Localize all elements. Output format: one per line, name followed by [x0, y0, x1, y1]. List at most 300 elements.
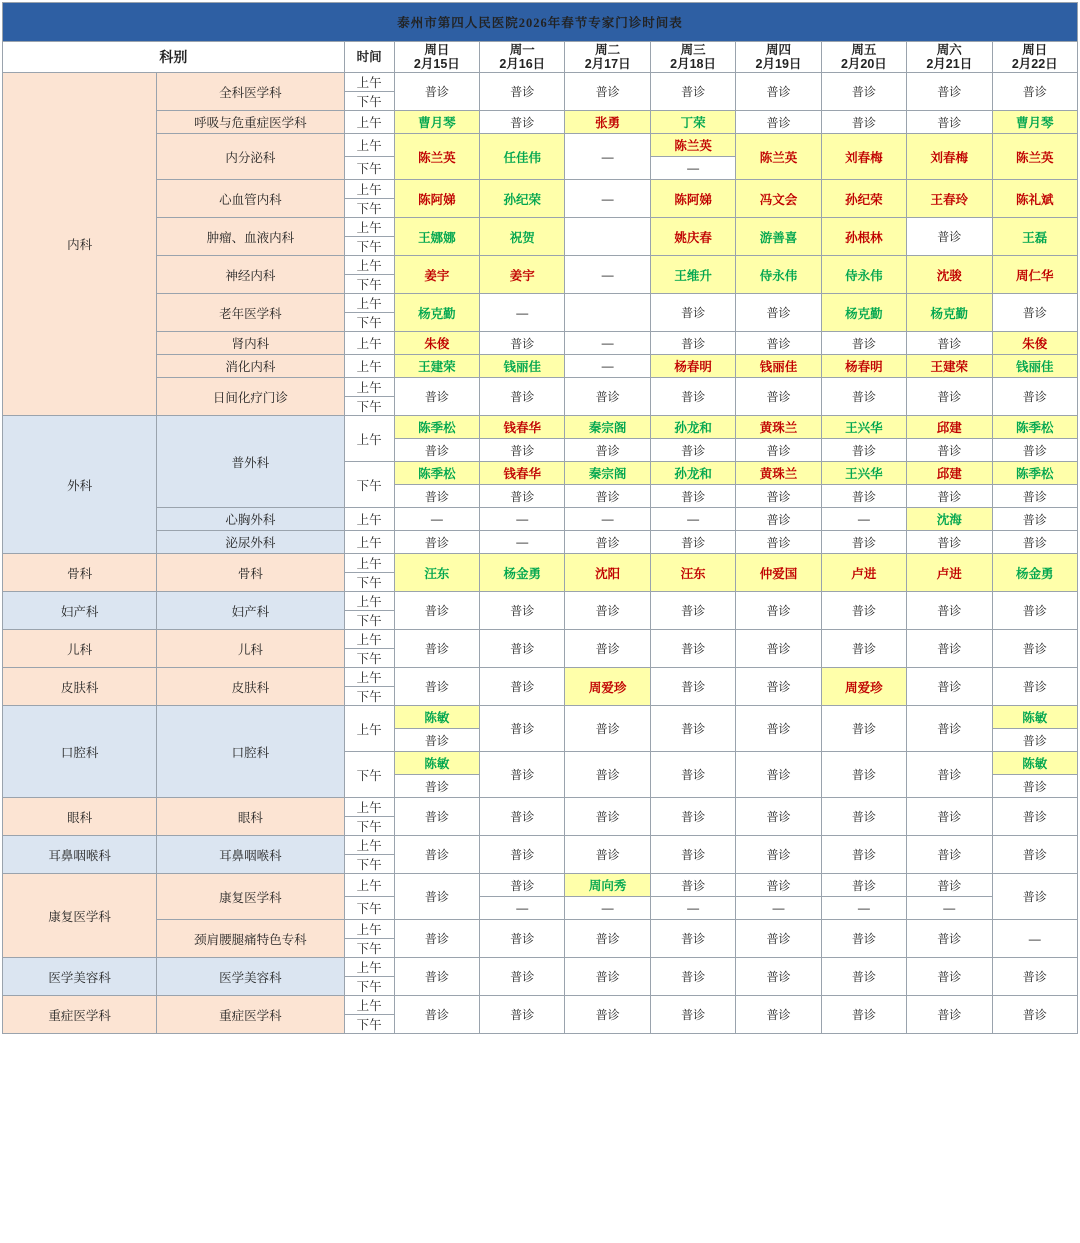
- clinic-cell-text: —: [516, 535, 529, 549]
- clinic-cell-text: —: [1028, 931, 1041, 946]
- clinic-cell-text: 普诊: [681, 336, 706, 351]
- clinic-cell-text: 普诊: [851, 1008, 876, 1022]
- doctor-name: 朱俊: [1022, 337, 1048, 351]
- doctor-name: 孙纪荣: [845, 192, 883, 207]
- clinic-cell-text: 普诊: [595, 970, 620, 984]
- time-slot-pm: 下午: [344, 397, 394, 416]
- schedule-cell: [821, 874, 906, 897]
- doctor-name: 沈阳: [595, 566, 621, 581]
- sub-department-name: 心血管内科: [157, 180, 345, 218]
- schedule-cell: [650, 958, 735, 996]
- schedule-cell: [394, 416, 479, 439]
- clinic-cell-text: 普诊: [937, 680, 962, 694]
- department-name: 儿科: [3, 630, 157, 668]
- time-slot-am: 上午: [344, 416, 394, 462]
- schedule-cell: [565, 874, 650, 897]
- schedule-cell: [736, 378, 821, 416]
- doctor-name: 陈阿娣: [418, 192, 456, 207]
- schedule-cell: [565, 462, 650, 485]
- time-slot-pm: 下午: [344, 611, 394, 630]
- schedule-cell: [650, 920, 735, 958]
- schedule-cell: [650, 355, 735, 378]
- table-row: [3, 111, 1078, 134]
- doctor-name: 张勇: [595, 116, 621, 130]
- schedule-cell: [394, 218, 479, 256]
- schedule-cell: [480, 630, 565, 668]
- doctor-name: 秦宗阁: [588, 421, 627, 435]
- clinic-cell-text: 普诊: [681, 932, 706, 946]
- schedule-cell: [394, 508, 479, 531]
- clinic-cell-text: 普诊: [766, 443, 791, 458]
- schedule-cell: [394, 874, 479, 920]
- schedule-cell: [821, 897, 906, 920]
- schedule-cell: [394, 920, 479, 958]
- clinic-cell-text: 普诊: [1022, 535, 1047, 550]
- schedule-cell: [565, 958, 650, 996]
- schedule-cell: [480, 531, 565, 554]
- clinic-cell-text: 普诊: [510, 489, 535, 504]
- clinic-cell-text: 普诊: [766, 512, 791, 527]
- clinic-cell-text: 普诊: [510, 970, 535, 984]
- table-row: [3, 134, 1078, 157]
- time-slot-pm: 下午: [344, 275, 394, 294]
- sub-department-name: 儿科: [157, 630, 345, 668]
- clinic-cell-text: 普诊: [681, 1008, 706, 1022]
- clinic-cell-text: 普诊: [595, 642, 620, 656]
- clinic-cell-text: 普诊: [424, 680, 449, 694]
- schedule-cell: [480, 416, 565, 439]
- sub-department-name: 皮肤科: [157, 668, 345, 706]
- doctor-name: 陈季松: [1015, 421, 1054, 435]
- clinic-cell-text: 普诊: [851, 336, 876, 351]
- table-row: [3, 996, 1078, 1015]
- schedule-cell: [480, 996, 565, 1034]
- doctor-name: 陈阿娣: [674, 192, 712, 207]
- header-day-4: 周三 2月18日: [650, 42, 735, 73]
- schedule-cell: [394, 729, 479, 752]
- doctor-name: 陈兰英: [759, 150, 798, 165]
- schedule-cell: [650, 111, 735, 134]
- schedule-table: [2, 2, 1078, 1034]
- time-slot-am: 上午: [344, 332, 394, 355]
- header-day-2: 周一 2月16日: [480, 42, 565, 73]
- schedule-cell: [907, 180, 992, 218]
- table-row: [3, 180, 1078, 199]
- department-name: 重症医学科: [3, 996, 157, 1034]
- schedule-cell: [736, 462, 821, 485]
- clinic-cell-text: —: [430, 512, 443, 526]
- time-slot-pm: 下午: [344, 817, 394, 836]
- schedule-cell: [821, 111, 906, 134]
- clinic-cell-text: 普诊: [851, 604, 876, 618]
- schedule-cell: [821, 752, 906, 798]
- doctor-name: 曹月琴: [1015, 116, 1054, 130]
- schedule-cell: [907, 134, 992, 180]
- clinic-cell-text: 普诊: [510, 810, 535, 824]
- time-slot-pm: 下午: [344, 573, 394, 592]
- schedule-cell: [992, 668, 1078, 706]
- schedule-cell: [907, 592, 992, 630]
- doctor-name: 钱春华: [503, 467, 542, 481]
- clinic-cell-text: 普诊: [851, 810, 876, 824]
- schedule-cell: [480, 73, 565, 111]
- clinic-cell-text: 普诊: [766, 680, 791, 694]
- clinic-cell-text: —: [601, 267, 614, 282]
- doctor-name: 杨金勇: [1015, 566, 1054, 581]
- clinic-cell-text: 普诊: [510, 768, 535, 782]
- schedule-cell: [565, 416, 650, 439]
- clinic-cell-text: 普诊: [1022, 390, 1047, 404]
- schedule-cell: [907, 996, 992, 1034]
- schedule-cell: [907, 355, 992, 378]
- clinic-cell-text: —: [601, 191, 614, 206]
- table-row: [3, 668, 1078, 687]
- doctor-name: 汪东: [680, 566, 706, 581]
- schedule-cell: [821, 332, 906, 355]
- schedule-cell: [394, 996, 479, 1034]
- doctor-name: 杨春明: [845, 360, 883, 374]
- schedule-cell: [907, 752, 992, 798]
- clinic-cell-text: 普诊: [510, 443, 535, 458]
- schedule-cell: [394, 462, 479, 485]
- schedule-cell: [736, 355, 821, 378]
- clinic-cell-text: 普诊: [937, 489, 962, 504]
- schedule-cell: [736, 531, 821, 554]
- table-row: [3, 508, 1078, 531]
- schedule-cell: [992, 729, 1078, 752]
- time-slot-am: 上午: [344, 508, 394, 531]
- schedule-cell: [650, 798, 735, 836]
- schedule-cell: [480, 218, 565, 256]
- table-row: [3, 554, 1078, 573]
- doctor-name: 王春玲: [930, 192, 969, 207]
- schedule-cell: [736, 668, 821, 706]
- schedule-cell: [394, 485, 479, 508]
- schedule-cell: [992, 958, 1078, 996]
- schedule-cell: [736, 996, 821, 1034]
- doctor-name: 周仁华: [1015, 268, 1054, 283]
- clinic-cell-text: 普诊: [510, 680, 535, 694]
- doctor-name: 邱建: [936, 421, 962, 435]
- schedule-cell: [907, 256, 992, 294]
- clinic-cell-text: 普诊: [1022, 512, 1047, 527]
- sub-department-name: 心胸外科: [157, 508, 345, 531]
- table-row: [3, 332, 1078, 355]
- schedule-cell: [992, 920, 1078, 958]
- doctor-name: 杨克勤: [418, 306, 456, 321]
- clinic-cell-text: 普诊: [851, 115, 876, 130]
- schedule-cell: [565, 73, 650, 111]
- doctor-name: 卢进: [936, 566, 962, 581]
- clinic-cell-text: 普诊: [681, 848, 706, 862]
- schedule-cell: [821, 958, 906, 996]
- header-row: [3, 42, 1078, 73]
- doctor-name: 钱春华: [503, 421, 542, 435]
- schedule-cell: [480, 508, 565, 531]
- clinic-cell-text: 普诊: [1022, 443, 1047, 458]
- clinic-cell-text: 普诊: [681, 535, 706, 550]
- doctor-name: 钱丽佳: [1015, 360, 1054, 374]
- schedule-cell: [821, 134, 906, 180]
- clinic-cell-text: 普诊: [681, 642, 706, 656]
- sub-department-name: 神经内科: [157, 256, 345, 294]
- schedule-cell: [565, 592, 650, 630]
- sub-department-name: 肿瘤、血液内科: [157, 218, 345, 256]
- schedule-cell: [565, 111, 650, 134]
- schedule-cell: [565, 630, 650, 668]
- doctor-name: 钱丽佳: [759, 360, 798, 374]
- doctor-name: 陈礼斌: [1015, 192, 1054, 207]
- schedule-cell: [736, 256, 821, 294]
- doctor-name: 卢进: [851, 566, 877, 581]
- clinic-cell-text: 普诊: [851, 722, 876, 736]
- schedule-cell: [565, 996, 650, 1034]
- clinic-cell-text: 普诊: [595, 489, 620, 504]
- clinic-cell-text: 普诊: [766, 932, 791, 946]
- schedule-cell: [907, 554, 992, 592]
- clinic-cell-text: 普诊: [851, 535, 876, 550]
- schedule-cell: [821, 706, 906, 752]
- time-slot-am: 上午: [344, 355, 394, 378]
- schedule-cell: [907, 416, 992, 439]
- clinic-cell-text: 普诊: [1022, 848, 1047, 862]
- doctor-name: 沈海: [936, 513, 962, 527]
- sub-department-name: 骨科: [157, 554, 345, 592]
- doctor-name: 钱丽佳: [503, 360, 542, 374]
- clinic-cell-text: 普诊: [766, 1008, 791, 1022]
- table-row: [3, 920, 1078, 939]
- clinic-cell-text: 普诊: [424, 733, 449, 748]
- schedule-cell: [907, 218, 992, 256]
- doctor-name: 姜宇: [509, 268, 535, 283]
- time-slot-pm: 下午: [344, 855, 394, 874]
- schedule-cell: [480, 874, 565, 897]
- schedule-cell: [480, 554, 565, 592]
- sub-department-name: 口腔科: [157, 706, 345, 798]
- schedule-cell: [907, 798, 992, 836]
- schedule-cell: [736, 416, 821, 439]
- clinic-cell-text: 普诊: [1022, 779, 1047, 794]
- time-slot-am: 上午: [344, 706, 394, 752]
- clinic-cell-text: 普诊: [681, 85, 706, 99]
- schedule-cell: [565, 668, 650, 706]
- doctor-name: 陈敏: [424, 757, 450, 771]
- schedule-cell: [992, 775, 1078, 798]
- time-slot-am: 上午: [344, 996, 394, 1015]
- schedule-cell: [736, 592, 821, 630]
- clinic-cell-text: 普诊: [937, 230, 962, 244]
- department-name: 骨科: [3, 554, 157, 592]
- time-slot-am: 上午: [344, 630, 394, 649]
- time-slot-am: 上午: [344, 798, 394, 817]
- clinic-cell-text: 普诊: [510, 722, 535, 736]
- clinic-cell-text: —: [687, 901, 700, 915]
- clinic-cell-text: 普诊: [937, 848, 962, 862]
- clinic-cell-text: 普诊: [937, 810, 962, 824]
- clinic-cell-text: 普诊: [681, 722, 706, 736]
- schedule-cell: [821, 256, 906, 294]
- schedule-cell: [907, 485, 992, 508]
- sub-department-name: 消化内科: [157, 355, 345, 378]
- clinic-cell-text: 普诊: [851, 85, 876, 99]
- schedule-cell: [821, 630, 906, 668]
- table-row: [3, 378, 1078, 397]
- schedule-cell: [736, 439, 821, 462]
- clinic-cell-text: 普诊: [510, 932, 535, 946]
- doctor-name: 周向秀: [588, 879, 627, 893]
- schedule-cell: [736, 332, 821, 355]
- doctor-name: 任佳伟: [503, 150, 542, 165]
- sub-department-name: 耳鼻咽喉科: [157, 836, 345, 874]
- clinic-cell-text: —: [516, 305, 529, 320]
- schedule-cell: [480, 180, 565, 218]
- clinic-cell-text: —: [516, 512, 529, 526]
- doctor-name: 周爱珍: [588, 680, 627, 695]
- header-day-3: 周二 2月17日: [565, 42, 650, 73]
- doctor-name: 陈季松: [418, 467, 456, 481]
- schedule-cell: [992, 416, 1078, 439]
- time-slot-pm: 下午: [344, 92, 394, 111]
- clinic-cell-text: 普诊: [595, 810, 620, 824]
- schedule-cell: [650, 439, 735, 462]
- clinic-cell-text: —: [516, 901, 529, 915]
- clinic-cell-text: 普诊: [595, 848, 620, 862]
- clinic-cell-text: 普诊: [1022, 306, 1047, 320]
- doctor-name: 陈兰英: [674, 139, 712, 153]
- clinic-cell-text: —: [601, 901, 614, 915]
- clinic-cell-text: 普诊: [595, 1008, 620, 1022]
- schedule-cell: [907, 958, 992, 996]
- schedule-cell: [565, 218, 650, 256]
- header-dept: 科别: [3, 42, 345, 73]
- schedule-cell: [480, 294, 565, 332]
- schedule-cell: [565, 378, 650, 416]
- department-name: 皮肤科: [3, 668, 157, 706]
- clinic-cell-text: 普诊: [595, 932, 620, 946]
- schedule-cell: [650, 485, 735, 508]
- schedule-cell: [565, 554, 650, 592]
- clinic-cell-text: 普诊: [1022, 85, 1047, 99]
- schedule-cell: [565, 134, 650, 180]
- doctor-name: 王兴华: [845, 467, 883, 481]
- doctor-name: 沈骏: [936, 268, 962, 283]
- clinic-cell-text: 普诊: [766, 604, 791, 618]
- schedule-cell: [394, 668, 479, 706]
- clinic-cell-text: 普诊: [1022, 489, 1047, 504]
- time-slot-am: 上午: [344, 554, 394, 573]
- schedule-page: [0, 2, 1080, 1243]
- schedule-cell: [821, 836, 906, 874]
- schedule-cell: [480, 462, 565, 485]
- schedule-cell: [992, 355, 1078, 378]
- schedule-cell: [650, 378, 735, 416]
- schedule-cell: [650, 897, 735, 920]
- doctor-name: 朱俊: [424, 337, 450, 351]
- schedule-cell: [480, 706, 565, 752]
- schedule-cell: [907, 668, 992, 706]
- clinic-cell-text: 普诊: [424, 890, 449, 904]
- time-slot-am: 上午: [344, 180, 394, 199]
- schedule-cell: [907, 73, 992, 111]
- clinic-cell-text: 普诊: [510, 115, 535, 130]
- schedule-cell: [907, 836, 992, 874]
- time-slot-am: 上午: [344, 874, 394, 897]
- doctor-name: 刘春梅: [845, 150, 883, 165]
- clinic-cell-text: 普诊: [766, 970, 791, 984]
- doctor-name: 秦宗阁: [588, 467, 627, 481]
- clinic-cell-text: 普诊: [937, 390, 962, 404]
- table-row: [3, 531, 1078, 554]
- department-name: 内科: [3, 73, 157, 416]
- schedule-cell: [394, 134, 479, 180]
- schedule-cell: [907, 462, 992, 485]
- schedule-cell: [821, 416, 906, 439]
- clinic-cell-text: 普诊: [851, 642, 876, 656]
- doctor-name: 杨春明: [674, 360, 712, 374]
- schedule-cell: [480, 897, 565, 920]
- table-row: [3, 294, 1078, 313]
- schedule-cell: [480, 439, 565, 462]
- title-row: [3, 3, 1078, 42]
- clinic-cell-text: 普诊: [424, 85, 449, 99]
- schedule-cell: [394, 332, 479, 355]
- schedule-cell: [736, 752, 821, 798]
- clinic-cell-text: 普诊: [595, 768, 620, 782]
- schedule-cell: [650, 836, 735, 874]
- schedule-cell: [736, 508, 821, 531]
- clinic-cell-text: 普诊: [766, 306, 791, 320]
- schedule-cell: [394, 836, 479, 874]
- schedule-cell: [821, 294, 906, 332]
- time-slot-pm: 下午: [344, 752, 394, 798]
- doctor-name: 陈敏: [424, 711, 450, 725]
- clinic-cell-text: 普诊: [510, 336, 535, 351]
- doctor-name: 侍永伟: [845, 268, 883, 283]
- table-row: [3, 798, 1078, 817]
- clinic-cell-text: 普诊: [851, 443, 876, 458]
- doctor-name: 王磊: [1022, 230, 1048, 245]
- clinic-cell-text: —: [687, 512, 700, 526]
- doctor-name: 王兴华: [845, 421, 883, 435]
- clinic-cell-text: 普诊: [937, 336, 962, 351]
- schedule-cell: [650, 180, 735, 218]
- schedule-cell: [736, 836, 821, 874]
- time-slot-am: 上午: [344, 668, 394, 687]
- doctor-name: 孙根林: [845, 230, 883, 245]
- clinic-cell-text: 普诊: [424, 390, 449, 404]
- header-day-1: 周日 2月15日: [394, 42, 479, 73]
- clinic-cell-text: 普诊: [424, 848, 449, 862]
- schedule-cell: [480, 355, 565, 378]
- doctor-name: 王维升: [674, 268, 712, 283]
- schedule-cell: [821, 554, 906, 592]
- doctor-name: 侍永伟: [759, 268, 798, 283]
- time-slot-pm: 下午: [344, 462, 394, 508]
- doctor-name: 陈兰英: [418, 150, 456, 165]
- schedule-cell: [565, 752, 650, 798]
- clinic-cell-text: 普诊: [851, 932, 876, 946]
- clinic-cell-text: 普诊: [1022, 604, 1047, 618]
- clinic-cell-text: 普诊: [510, 848, 535, 862]
- sub-department-name: 泌尿外科: [157, 531, 345, 554]
- clinic-cell-text: 普诊: [766, 115, 791, 130]
- schedule-cell: [394, 630, 479, 668]
- clinic-cell-text: 普诊: [510, 390, 535, 404]
- schedule-cell: [480, 332, 565, 355]
- time-slot-pm: 下午: [344, 649, 394, 668]
- sub-department-name: 颈肩腰腿痛特色专科: [157, 920, 345, 958]
- clinic-cell-text: 普诊: [510, 642, 535, 656]
